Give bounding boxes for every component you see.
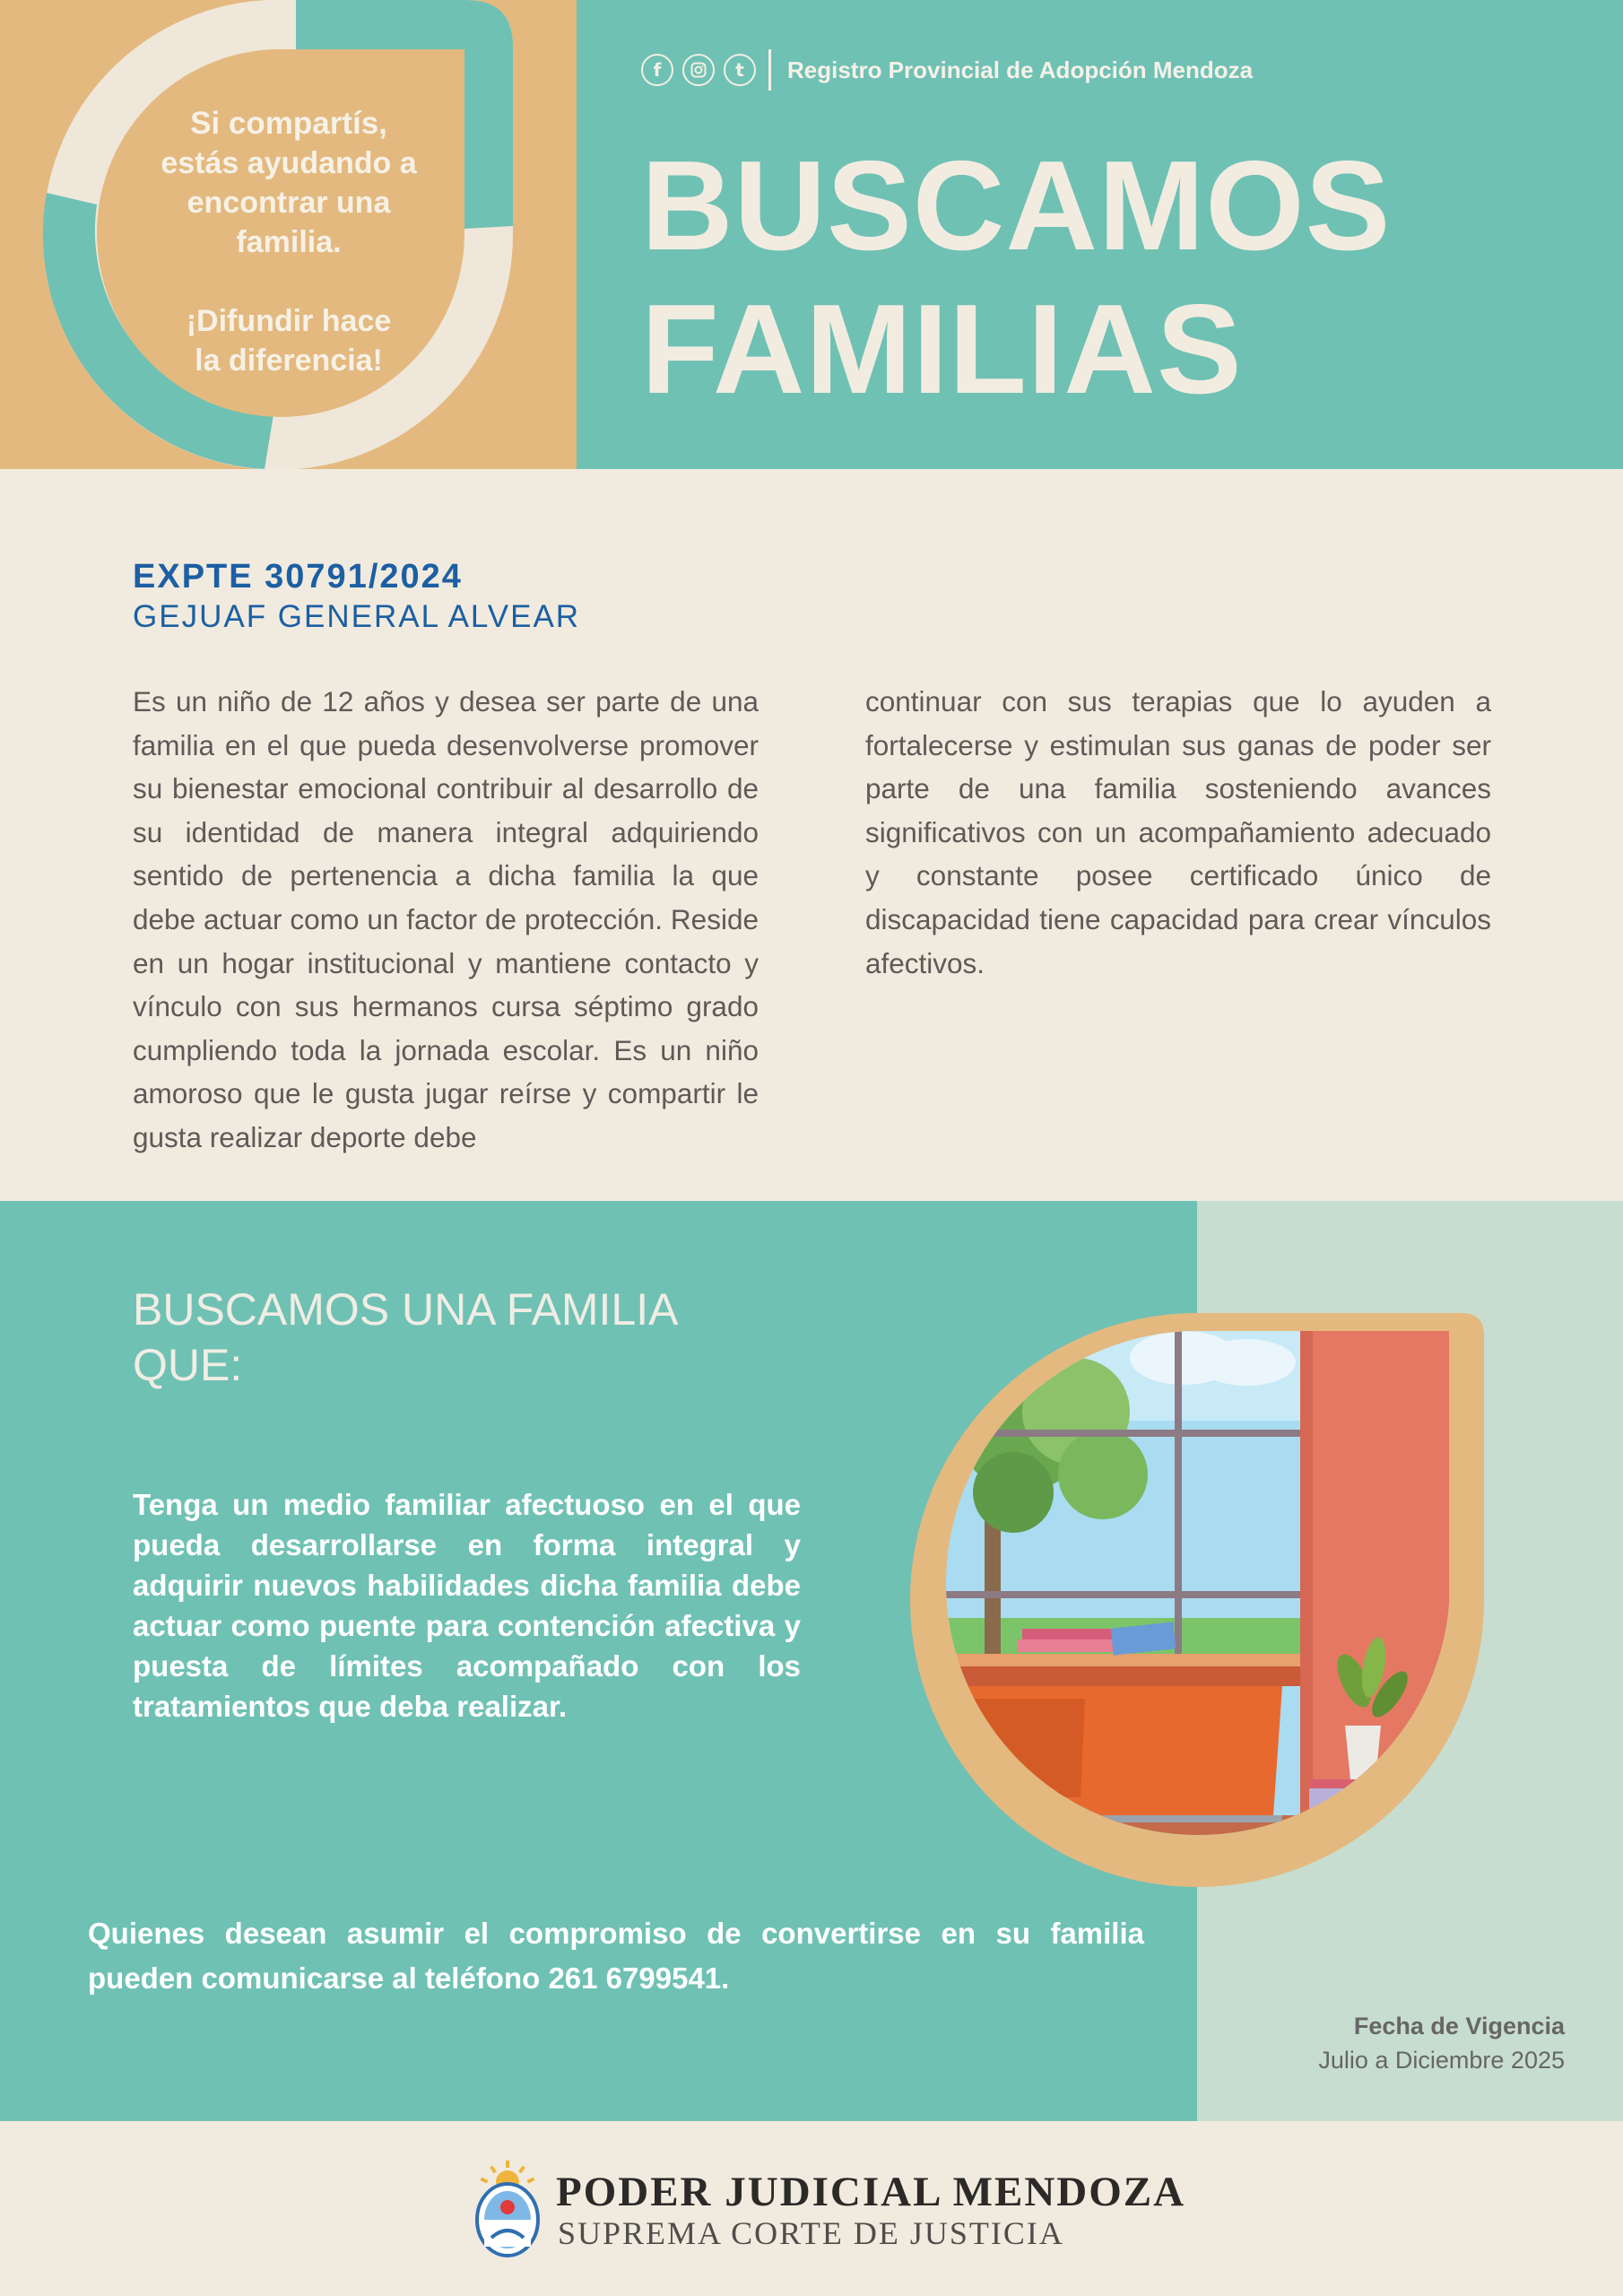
- validity-dates: Julio a Diciembre 2025: [1318, 2047, 1565, 2074]
- footer: [0, 2121, 1623, 2296]
- organization-subtitle: SUPREMA CORTE DE JUSTICIA: [558, 2215, 1064, 2251]
- headline-line: FAMILIAS: [641, 278, 1243, 421]
- validity-label: Fecha de Vigencia: [1353, 2013, 1565, 2039]
- divider: [768, 49, 771, 91]
- case-court: GEJUAF GENERAL ALVEAR: [133, 599, 581, 634]
- description-column-left: Es un niño de 12 años y desea ser parte de una familia en el que pueda desenvolverse promover su bienestar emocional contribuir al desarrollo de su identidad de manera integral adquiriendo sentido de pertenencia a dicha familia la que debe actuar como un factor de protección. Reside en un hogar institucional y mantiene contacto y vínculo con sus hermanos cursa séptimo grado cumpliendo toda la jornada escolar. Es un niño amoroso que le gusta jugar reírse y compartir le gusta realizar deporte debe: [133, 685, 759, 1153]
- case-number: EXPTE 30791/2024: [133, 558, 463, 596]
- validity-info: [1318, 2009, 1565, 2077]
- seeking-title-line: BUSCAMOS UNA FAMILIA: [133, 1284, 679, 1335]
- seeking-title-line: QUE:: [133, 1340, 243, 1390]
- bubble-line: la diferencia!: [195, 344, 383, 378]
- organization-name: PODER JUDICIAL MENDOZA: [556, 2169, 1186, 2215]
- facebook-icon[interactable]: f: [641, 54, 673, 86]
- contact-text: Quienes desean asumir el compromiso de convertirse en su familia pueden comunicarse al teléfono 261 6799541.: [88, 1917, 1144, 1995]
- bubble-line: Si compartís,: [190, 106, 387, 141]
- description-column-right: continuar con sus terapias que lo ayuden a fortalecerse y estimulan sus ganas de poder ser parte de una familia sosteniendo avances significativos con un acompañamiento adecuado y constante posee certificado único de discapacidad tiene capacidad para crear vínculos afectivos.: [865, 685, 1491, 979]
- bubble-line: ¡Difundir hace: [186, 304, 392, 338]
- social-bar: [641, 49, 1253, 91]
- bubble-line: estás ayudando a: [161, 146, 417, 180]
- instagram-icon[interactable]: [682, 54, 715, 86]
- bubble-line: encontrar una: [187, 186, 391, 220]
- headline: [641, 135, 1391, 422]
- seeking-title: [133, 1282, 707, 1393]
- share-message: [126, 104, 452, 380]
- header-banner: [0, 0, 1623, 469]
- seeking-section: [0, 1201, 1623, 2121]
- classroom-illustration: [906, 1313, 1485, 1892]
- headline-line: BUSCAMOS: [641, 135, 1392, 277]
- bubble-line: familia.: [236, 225, 342, 259]
- tiktok-icon[interactable]: t: [724, 54, 756, 86]
- registry-name: Registro Provincial de Adopción Mendoza: [787, 56, 1254, 83]
- provincial-seal-icon: [473, 2161, 542, 2259]
- seeking-text: Tenga un medio familiar afectuoso en el que pueda desarrollarse en forma integral y adquirir nuevos habilidades dicha familia debe actuar como puente para contención afectiva y puesta de límites acompañado con los tratamientos que deba realizar.: [133, 1488, 801, 1723]
- share-bubble-panel: [0, 0, 577, 469]
